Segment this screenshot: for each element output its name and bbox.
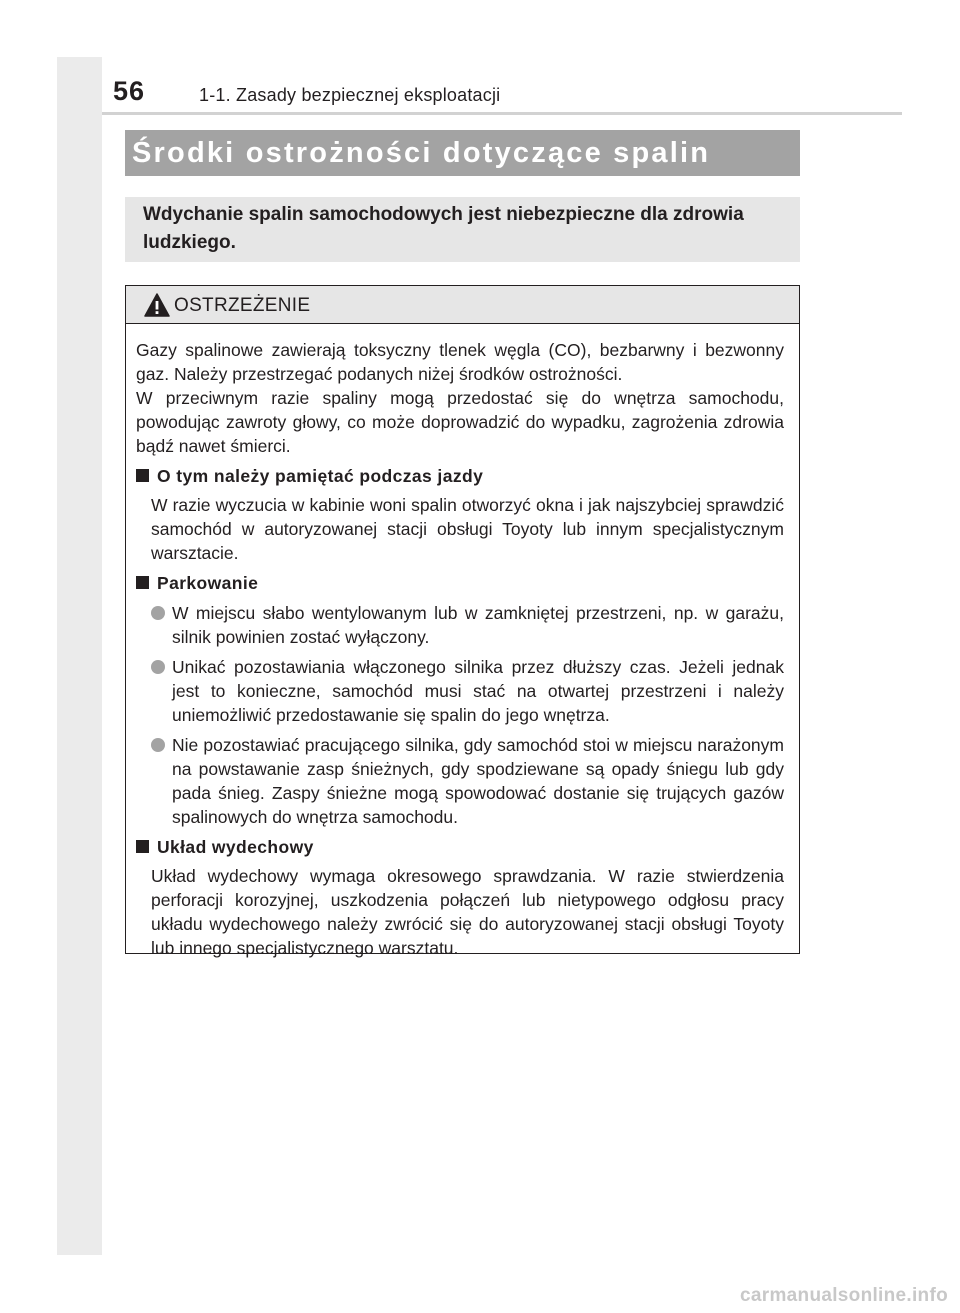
circle-bullet-icon [151,738,165,752]
warning-title: OSTRZEŻENIE [174,295,311,316]
section-heading [136,464,784,488]
section-heading-text: O tym należy pamiętać podczas jazdy [157,466,484,486]
list-item [151,601,784,649]
list-item [151,733,784,829]
warning-box [125,285,800,958]
section-heading [136,571,784,595]
page-number: 56 [113,76,146,106]
header-divider [102,112,902,115]
section-heading-text: Parkowanie [157,573,259,593]
warning-body [126,324,799,960]
list-item-text: W miejscu słabo wentylowanym lub w zamkniętej przestrzeni, np. w garażu, silnik powinien zostać wyłączony. [172,603,784,647]
circle-bullet-icon [151,660,165,674]
list-item-text: Unikać pozostawiania włączonego silnika przez dłuższy czas. Jeżeli jednak jest to konieczne, samochód musi stać na otwartej przestrzeni i należy uniemożliwić przedostawanie się spalin do jego wnętrza. [172,657,784,725]
warning-triangle-icon [144,293,170,317]
square-bullet-icon [136,469,149,482]
page-title: Środki ostrożności dotyczące spalin [132,137,711,169]
circle-bullet-icon [151,606,165,620]
watermark: carmanualsonline.info [740,1285,948,1306]
list-item [151,655,784,727]
intro-text: Wdychanie spalin samochodowych jest niebezpieczne dla zdrowia ludzkiego. [143,204,744,253]
section-text: Układ wydechowy wymaga okresowego sprawdzania. W razie stwierdzenia perforacji korozyjnej, uszkodzenia połączeń lub nietypowego odgłosu pracy układu wydechowego należy zwrócić się do autoryzowanej stacji obsługi Toyoty lub innego specjalistycznego warsztatu. [151,866,784,958]
warning-paragraph: W przeciwnym razie spaliny mogą przedostać się do wnętrza samochodu, powodując zawroty głowy, co może doprowadzić do wypadku, zagrożenia zdrowia bądź nawet śmierci. [136,388,784,456]
section-heading [136,835,784,859]
title-banner [125,130,800,176]
page-side-strip [57,57,102,1255]
section-heading-text: Układ wydechowy [157,837,314,857]
list-item-text: Nie pozostawiać pracującego silnika, gdy samochód stoi w miejscu narażonym na powstawanie zasp śnieżnych, gdy spodziewane są opady śniegu lub gdy pada śnieg. Zaspy śnieżne mogą spowodować dostanie się trujących gazów spalinowych do wnętrza samochodu. [172,735,784,827]
section-text: W razie wyczucia w kabinie woni spalin otworzyć okna i jak najszybciej sprawdzić samochód w autoryzowanej stacji obsługi Toyoty lub innym specjalistycznym warsztacie. [151,495,784,563]
intro-box [125,197,800,262]
warning-paragraph: Gazy spalinowe zawierają toksyczny tlenek węgla (CO), bezbarwny i bezwonny gaz. Należy przestrzegać podanych niżej środków ostrożności. [136,340,784,384]
section-label: 1-1. Zasady bezpiecznej eksploatacji [199,85,501,105]
warning-header [126,286,799,324]
square-bullet-icon [136,576,149,589]
square-bullet-icon [136,840,149,853]
